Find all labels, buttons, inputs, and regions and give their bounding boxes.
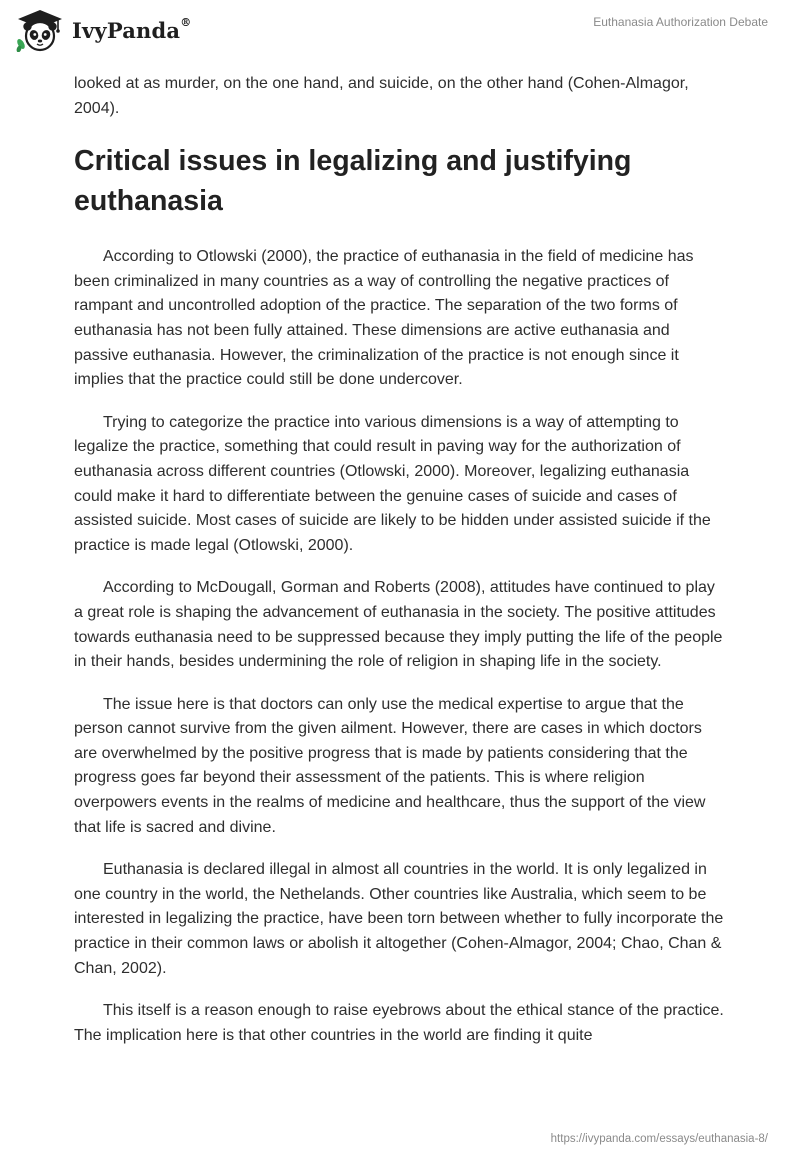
page-header <box>0 0 800 70</box>
brand-name: IvyPanda® <box>72 15 192 43</box>
document-title: Euthanasia Authorization Debate <box>593 15 768 29</box>
body-paragraph: The issue here is that doctors can only use the medical expertise to argue that the person cannot survive from the given ailment. However, there are cases in which doctors are overwhelmed by the positive progress that is made by patients considering that the progress goes far beyond their assessment of the patients. This is where religion overpowers events in the realms of medicine and healthcare, thus the support of the view that life is sacred and divine. <box>74 695 706 836</box>
body-paragraph: This itself is a reason enough to raise eyebrows about the ethical stance of the practice. The implication here is that other countries in the world are finding it quite <box>74 1002 724 1044</box>
section-heading: Critical issues in legalizing and justifying euthanasia <box>74 145 632 218</box>
source-url[interactable]: https://ivypanda.com/essays/euthanasia-8/ <box>550 1133 768 1145</box>
registered-mark: ® <box>180 15 192 29</box>
body-paragraph: Trying to categorize the practice into various dimensions is a way of attempting to legalize the practice, something that could result in paving way for the authorization of euthanasia across different countries (Otlowski, 2000). Moreover, legalizing euthanasia could make it hard to differentiate between the genuine cases of suicide and cases of assisted suicide. Most cases of suicide are likely to be hidden under assisted suicide if the practice is made legal (Otlowski, 2000). <box>74 413 711 554</box>
panda-graduate-icon <box>14 8 66 52</box>
ivypanda-logo[interactable] <box>14 8 191 52</box>
body-paragraph: According to Otlowski (2000), the practice of euthanasia in the field of medicine has been criminalized in many countries as a way of controlling the negative practices of rampant and uncontrolled adoption of the practice. The separation of the two forms of euthanasia has not been fully attained. These dimensions are active euthanasia and passive euthanasia. However, the criminalization of the practice is not enough since it implies that the practice could still be done undercover. <box>74 248 694 389</box>
body-paragraph: According to McDougall, Gorman and Roberts (2008), attitudes have continued to play a great role is shaping the advancement of euthanasia in the society. The positive attitudes towards euthanasia need to be suppressed because they imply putting the life of the people in their hands, besides undermining the role of religion in shaping life in the society. <box>74 579 723 671</box>
article-body <box>74 72 726 1066</box>
lead-paragraph: looked at as murder, on the one hand, and suicide, on the other hand (Cohen-Almagor, 2004). <box>74 75 689 117</box>
body-paragraph: Euthanasia is declared illegal in almost all countries in the world. It is only legalized in one country in the world, the Nethelands. Other countries like Australia, which seem to be interested in legalizing the practice, have been torn between whether to fully incorporate the practice in their common laws or abolish it altogether (Cohen-Almagor, 2004; Chao, Chan & Chan, 2002). <box>74 861 724 977</box>
